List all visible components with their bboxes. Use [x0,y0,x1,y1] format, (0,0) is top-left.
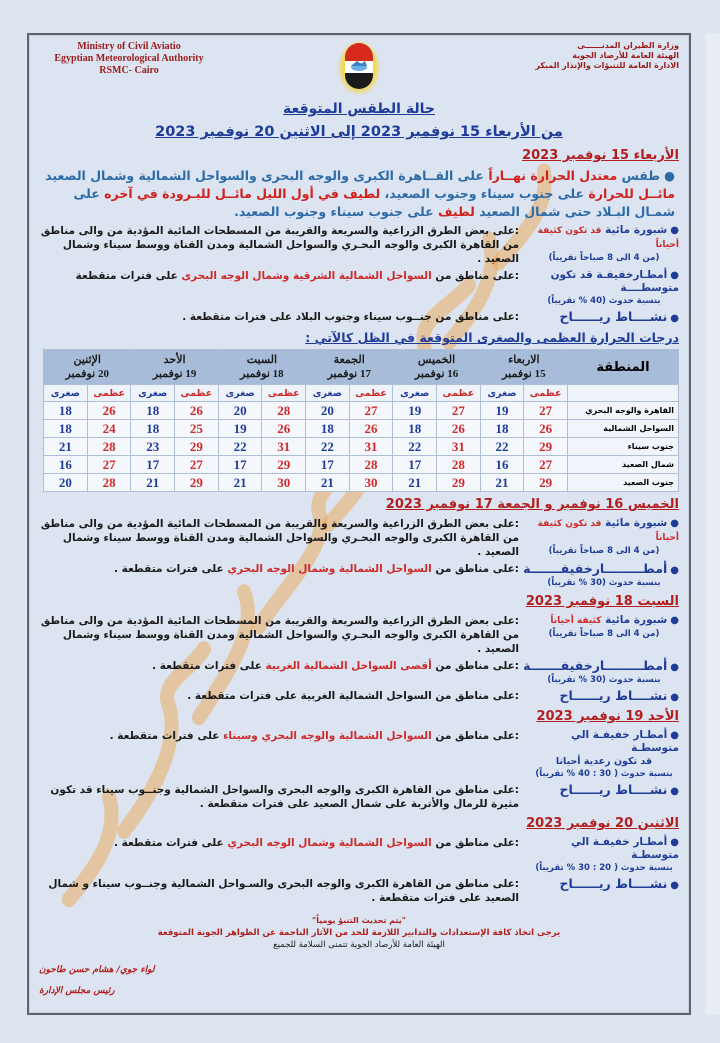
phenomenon-label: شبورة مائية [605,224,668,236]
bullet-icon: ● [670,270,679,281]
phenomenon-desc [39,659,529,673]
bullet-icon: ● [670,565,679,576]
document-header [29,35,689,97]
phenomenon-desc [39,269,529,283]
max-temp-header: عظمى [175,385,219,402]
max-temp-cell: 27 [175,456,219,474]
max-temp-cell: 30 [262,474,306,492]
phenomenon-qualifier: كثيفة أحياناً [550,616,602,626]
advice-note: يرجى اتخاذ كافة الإستعدادات والتدابير اللازمة للحد من الآثار الناجمة عن الظواهر الجوية المتوقعة [157,928,561,938]
max-temp-cell: 28 [349,456,393,474]
day-date: 17 نوفمبر [327,368,371,380]
day-column-header [306,350,393,385]
phenomenon-qualifier: قد تكون كثيفة أحياناً [537,226,679,250]
phenomenon-label: أمطـار خفيفـة الي متوسطـة [570,729,679,754]
phenomenon-qualifier: قد تكون كثيفة أحياناً [537,519,679,543]
max-temp-cell: 28 [87,438,131,456]
phenomenon-row [39,659,679,686]
header-ar-line: الهيئة العامة للأرصاد الجوية [572,51,679,60]
min-temp-cell: 22 [480,438,524,456]
phenomenon-row [39,783,679,811]
temperature-table [43,349,679,492]
phenomenon-wind [529,310,679,325]
intro-text-highlight: مائــل للحرارة [588,186,675,201]
max-temp-cell: 29 [437,474,481,492]
bullet-icon: ● [670,518,679,529]
day-name: الإثنين [73,354,101,366]
header-arabic [499,39,679,71]
phenomenon-rain [529,836,679,874]
min-temp-cell: 22 [218,438,262,456]
min-temp-cell: 21 [131,474,175,492]
day-column-header [480,350,567,385]
phenomenon-fog [529,614,679,640]
header-en-line: RSMC- Cairo [99,65,159,76]
header-en-line: Ministry of Civil Aviatio [77,41,181,52]
intro-text-highlight: لطيف [437,204,475,219]
phenomenon-label: نشــــاط ريــــــاح [559,688,668,703]
max-temp-header: عظمى [524,385,568,402]
bullet-icon: ● [670,837,679,848]
page-subtitle: من الأربعاء 15 نوفمبر 2023 إلى الاثنين 20 نوفمبر 2023 [155,124,563,140]
phenomenon-desc: :على مناطق من جنــوب سيناء وجنوب البلاد على فترات متقطعة . [182,311,519,323]
region-header: المنطقة [568,350,679,385]
day-name: الأحد [163,354,186,366]
min-temp-cell: 17 [218,456,262,474]
desc-text: :على مناطق من [431,563,519,575]
bullet-icon: ● [670,786,679,797]
phenomenon-label: نشــــاط ريــــــاح [559,309,668,324]
min-temp-cell: 17 [393,456,437,474]
phenomenon-wind [529,783,679,798]
day-column-header [131,350,218,385]
bullet-icon: ● [670,880,679,891]
phenomenon-wind [529,689,679,704]
desc-text: :على مناطق من [431,837,519,849]
intro-text-highlight: معتدل الحرارة نهــاراً [488,168,618,183]
desc-text: :على مناطق من [431,730,519,742]
table-row [44,456,679,474]
max-temp-cell: 26 [524,420,568,438]
document-content [29,35,689,999]
phenomenon-label: شبورة مائية [605,614,668,626]
phenomenon-row [39,689,679,704]
min-temp-cell: 18 [131,402,175,420]
phenomenon-probability: بنسبة حدوث (40 % تقريباً) [547,296,661,306]
max-temp-cell: 26 [437,420,481,438]
bullet-icon: ● [664,168,675,183]
phenomenon-desc [39,562,529,576]
signer-name: لواء جوي/ هشام حسن طاحون [39,965,155,975]
phenomenon-desc: :على بعض الطرق الزراعية والسريعة والقريبة من المسطحات المائية المؤدية من والى مناطق من القاهرة الكبرى والوجه البحـري والسواحل الشمالية ومدن القناة ووسط سيناء وشمال الصعيد . [40,225,519,265]
min-temp-cell: 18 [131,420,175,438]
max-temp-cell: 24 [87,420,131,438]
day1-intro [39,167,679,221]
phenomenon-desc: :على مناطق من القاهرة الكبرى والوجه البحرى والسواحل الشمالية وجنــوب سيناء قد تكون مثيرة للرمال والأتربة على شمال الصعيد على فترات متقطعة . [50,784,519,810]
max-temp-cell: 27 [437,402,481,420]
phenomenon-desc: :على مناطق من السواحل الشمالية الغربية على فترات متقطعة . [187,690,519,702]
header-english [39,39,219,77]
phenomenon-label: أمطـارخفيفـة قد تكون متوسطــــة [550,269,679,294]
desc-text: على فترات متقطعة . [113,837,228,849]
table-row [44,438,679,456]
min-temp-cell: 20 [218,402,262,420]
phenomenon-probability: بنسبة حدوث (30 % تقريباً) [547,675,661,685]
table-row [44,474,679,492]
day-column-header [44,350,131,385]
desc-text: :على مناطق من [431,270,519,282]
max-temp-cell: 28 [87,474,131,492]
forecast-document [27,33,691,1015]
region-name: شمال الصعيد [568,456,679,474]
scrollbar-track[interactable] [706,33,720,1015]
max-temp-cell: 30 [349,474,393,492]
page-title: حالة الطقس المتوقعة [283,101,435,117]
min-temp-cell: 20 [44,474,88,492]
day-column-header [393,350,480,385]
min-temp-cell: 17 [131,456,175,474]
min-temp-cell: 18 [306,420,350,438]
max-temp-cell: 29 [524,474,568,492]
min-temp-cell: 18 [393,420,437,438]
max-temp-cell: 26 [349,420,393,438]
intro-text: على جنوب سيناء وجنوب الصعيد، [380,186,589,201]
phenomenon-desc: :على بعض الطرق الزراعية والسريعة والقريبة من المسطحات المائية المؤدية من والى مناطق من القاهرة الكبرى والوجه البحـري والسواحل الشمالية ومدن القناة ووسط سيناء وشمال الصعيد . [40,518,519,558]
max-temp-cell: 27 [349,402,393,420]
bullet-icon: ● [670,225,679,236]
phenomenon-time: (من 4 الى 8 صباحاً تقريباً) [548,253,660,263]
max-temp-header: عظمى [349,385,393,402]
min-temp-cell: 17 [306,456,350,474]
max-temp-cell: 26 [87,402,131,420]
max-temp-header: عظمى [87,385,131,402]
max-temp-cell: 27 [87,456,131,474]
min-temp-cell: 19 [393,402,437,420]
day-heading: الأحد 19 نوفمبر 2023 [536,709,679,724]
blank-cell [568,385,679,402]
region-name: السواحل الشمالية [568,420,679,438]
min-temp-cell: 23 [131,438,175,456]
table-title: درجات الحرارة العظمى والصغرى المتوقعة في الظل كالآتي : [305,330,679,345]
day-date: 16 نوفمبر [414,368,459,380]
desc-text: على فترات متقطعة [75,270,182,282]
desc-region: السواحل الشمالية وشمال الوجه البحري [227,837,432,849]
phenomenon-desc [39,836,529,850]
desc-text: على فترات متقطعة . [113,563,228,575]
max-temp-header: عظمى [262,385,306,402]
min-temp-cell: 18 [480,420,524,438]
phenomenon-label: أمطـــــــــارخفيفـــــــة [523,561,668,576]
region-name: جنوب الصعيد [568,474,679,492]
signature-block [29,957,689,999]
max-temp-cell: 28 [262,402,306,420]
phenomenon-row [39,836,679,874]
phenomenon-row [39,729,679,780]
table-header-row [44,350,679,385]
max-temp-cell: 31 [349,438,393,456]
bullet-icon: ● [670,615,679,626]
min-temp-cell: 16 [44,456,88,474]
day3-section [29,593,689,704]
intro-text: على شمـال البـلاد حتى شمال الصعيد [73,186,675,219]
min-temp-header: صغرى [44,385,88,402]
phenomenon-wind [529,877,679,892]
phenomenon-row [39,310,679,325]
phenomenon-row [39,614,679,656]
min-temp-cell: 18 [44,420,88,438]
max-temp-cell: 27 [524,402,568,420]
phenomenon-desc: :على بعض الطرق الزراعية والسريعة والقريبة من المسطحات المائية المؤدية من والى مناطق من القاهرة الكبرى والوجه البحـري والسواحل الشمالية ومدن القناة ووسط سيناء وشمال الصعيد . [40,615,519,655]
phenomenon-row [39,517,679,559]
max-temp-cell: 29 [262,456,306,474]
desc-region: السواحل الشمالية الشرقية وشمال الوجه البحرى [181,270,432,282]
min-temp-cell: 19 [218,420,262,438]
phenomenon-fog [529,224,679,264]
desc-region: السواحل الشمالية وشمال الوجه البحري [227,563,432,575]
table-row [44,420,679,438]
max-temp-cell: 26 [175,402,219,420]
table-row [44,402,679,420]
table-subheader-row [44,385,679,402]
min-temp-cell: 18 [44,402,88,420]
min-temp-cell: 21 [480,474,524,492]
phenomenon-rain [529,269,679,307]
min-temp-header: صغرى [306,385,350,402]
phenomenon-row [39,562,679,589]
max-temp-cell: 27 [524,456,568,474]
day-date: 15 نوفمبر [502,368,546,380]
min-temp-header: صغرى [480,385,524,402]
bullet-icon: ● [670,692,679,703]
day5-section [29,815,689,905]
day-heading: السبت 18 نوفمبر 2023 [525,594,679,609]
day-name: الجمعة [333,354,365,366]
region-name: جنوب سيناء [568,438,679,456]
intro-text: على القــاهرة الكبرى والوجه البحرى والسواحل الشمالية وشمال الصعيد [45,168,489,183]
max-temp-header: عظمى [437,385,481,402]
min-temp-cell: 21 [44,438,88,456]
phenomenon-row [39,877,679,905]
phenomenon-fog [529,517,679,557]
phenomenon-rain [523,561,679,589]
day1-section [29,147,689,347]
min-temp-header: صغرى [393,385,437,402]
day2-section [29,496,689,589]
phenomenon-row [39,269,679,307]
max-temp-cell: 31 [262,438,306,456]
day-name: الخميس [417,354,456,366]
day-name: الاربعاء [508,354,540,366]
intro-text-highlight: لطيف في أول الليل مائــل للبـرودة في آخره [104,186,381,201]
phenomenon-label: نشــــاط ريــــــاح [559,782,668,797]
day-heading: الأربعاء 15 نوفمبر 2023 [522,148,679,163]
region-name: القاهرة والوجه البحري [568,402,679,420]
desc-region: أقصى السواحل الشمالية الغربية [265,660,432,672]
min-temp-header: صغرى [218,385,262,402]
bullet-icon: ● [670,313,679,324]
max-temp-cell: 31 [437,438,481,456]
max-temp-cell: 25 [175,420,219,438]
phenomenon-time: (من 4 الى 8 صباحاً تقريباً) [548,629,660,639]
min-temp-cell: 16 [480,456,524,474]
phenomenon-rain [529,729,679,780]
intro-text: على جنوب سيناء وجنوب الصعيد. [234,204,438,219]
bullet-icon: ● [670,730,679,741]
phenomenon-probability: بنسبة حدوث (30 % تقريباً) [547,578,661,588]
header-en-line: Egyptian Meteorological Authority [54,53,204,64]
day-name: السبت [246,354,278,366]
phenomenon-label: أمطـار خفيفـة الي متوسطـة [570,836,679,861]
ema-logo-icon [337,39,381,97]
table-body [44,402,679,492]
max-temp-cell: 29 [524,438,568,456]
phenomenon-time: (من 4 الى 8 صباحاً تقريباً) [548,546,660,556]
signer-title: رئيس مجلس الإدارة [39,986,115,996]
desc-region: السواحل الشمالية والوجه البحري وسيناء [223,730,432,742]
phenomenon-desc [39,729,529,743]
day-date: 20 نوفمبر [65,368,109,380]
header-ar-line: الادارة العامة للتنبؤات والإنذار المبكر [535,61,679,70]
day-date: 18 نوفمبر [240,368,284,380]
day-date: 19 نوفمبر [152,368,197,380]
phenomenon-probability: بنسبة حدوث ( 20 : 30 % تقريباً) [535,863,673,873]
temperature-table-wrap [29,349,689,492]
phenomenon-label: نشــــاط ريــــــاح [559,876,668,891]
phenomenon-rain [523,658,679,686]
desc-text: على فترات متقطعة . [152,660,266,672]
phenomenon-label: شبورة مائية [605,517,668,529]
intro-text: طقس [617,168,661,183]
min-temp-header: صغرى [131,385,175,402]
phenomenon-desc: :على مناطق من القاهرة الكبرى والوجه البحرى والسـواحل الشمالية وجنــوب سيناء و شمال الصعيد على فترات متقطعة . [48,878,519,904]
max-temp-cell: 26 [262,420,306,438]
day-heading: الخميس 16 نوفمبر و الجمعة 17 نوفمبر 2023 [385,497,679,512]
min-temp-cell: 20 [306,402,350,420]
min-temp-cell: 19 [480,402,524,420]
min-temp-cell: 21 [393,474,437,492]
bullet-icon: ● [670,662,679,673]
min-temp-cell: 21 [218,474,262,492]
phenomenon-label: أمطـــــــــارخفيفـــــــة [523,658,668,673]
day-heading: الاثنين 20 نوفمبر 2023 [526,816,679,831]
max-temp-cell: 29 [175,474,219,492]
max-temp-cell: 29 [175,438,219,456]
max-temp-cell: 28 [437,456,481,474]
day-column-header [218,350,305,385]
desc-text: على فترات متقطعة . [109,730,224,742]
day4-section [29,708,689,811]
min-temp-cell: 22 [393,438,437,456]
phenomenon-probability: بنسبة حدوث ( 30 : 40 % تقريباً) [535,769,673,779]
min-temp-cell: 22 [306,438,350,456]
desc-text: :على مناطق من [431,660,519,672]
update-note: "يتم تحديث التنبؤ يومياً" [312,916,406,925]
safety-wish: الهيئة العامة للأرصاد الجوية تتمنى السلامة للجميع [273,940,445,950]
document-footer [29,915,689,951]
phenomenon-row [39,224,679,266]
min-temp-cell: 21 [306,474,350,492]
phenomenon-qualifier: قد تكون رعدية أحيانا [555,756,653,767]
header-ar-line: وزارة الطيران المدنــــــى [577,41,679,50]
